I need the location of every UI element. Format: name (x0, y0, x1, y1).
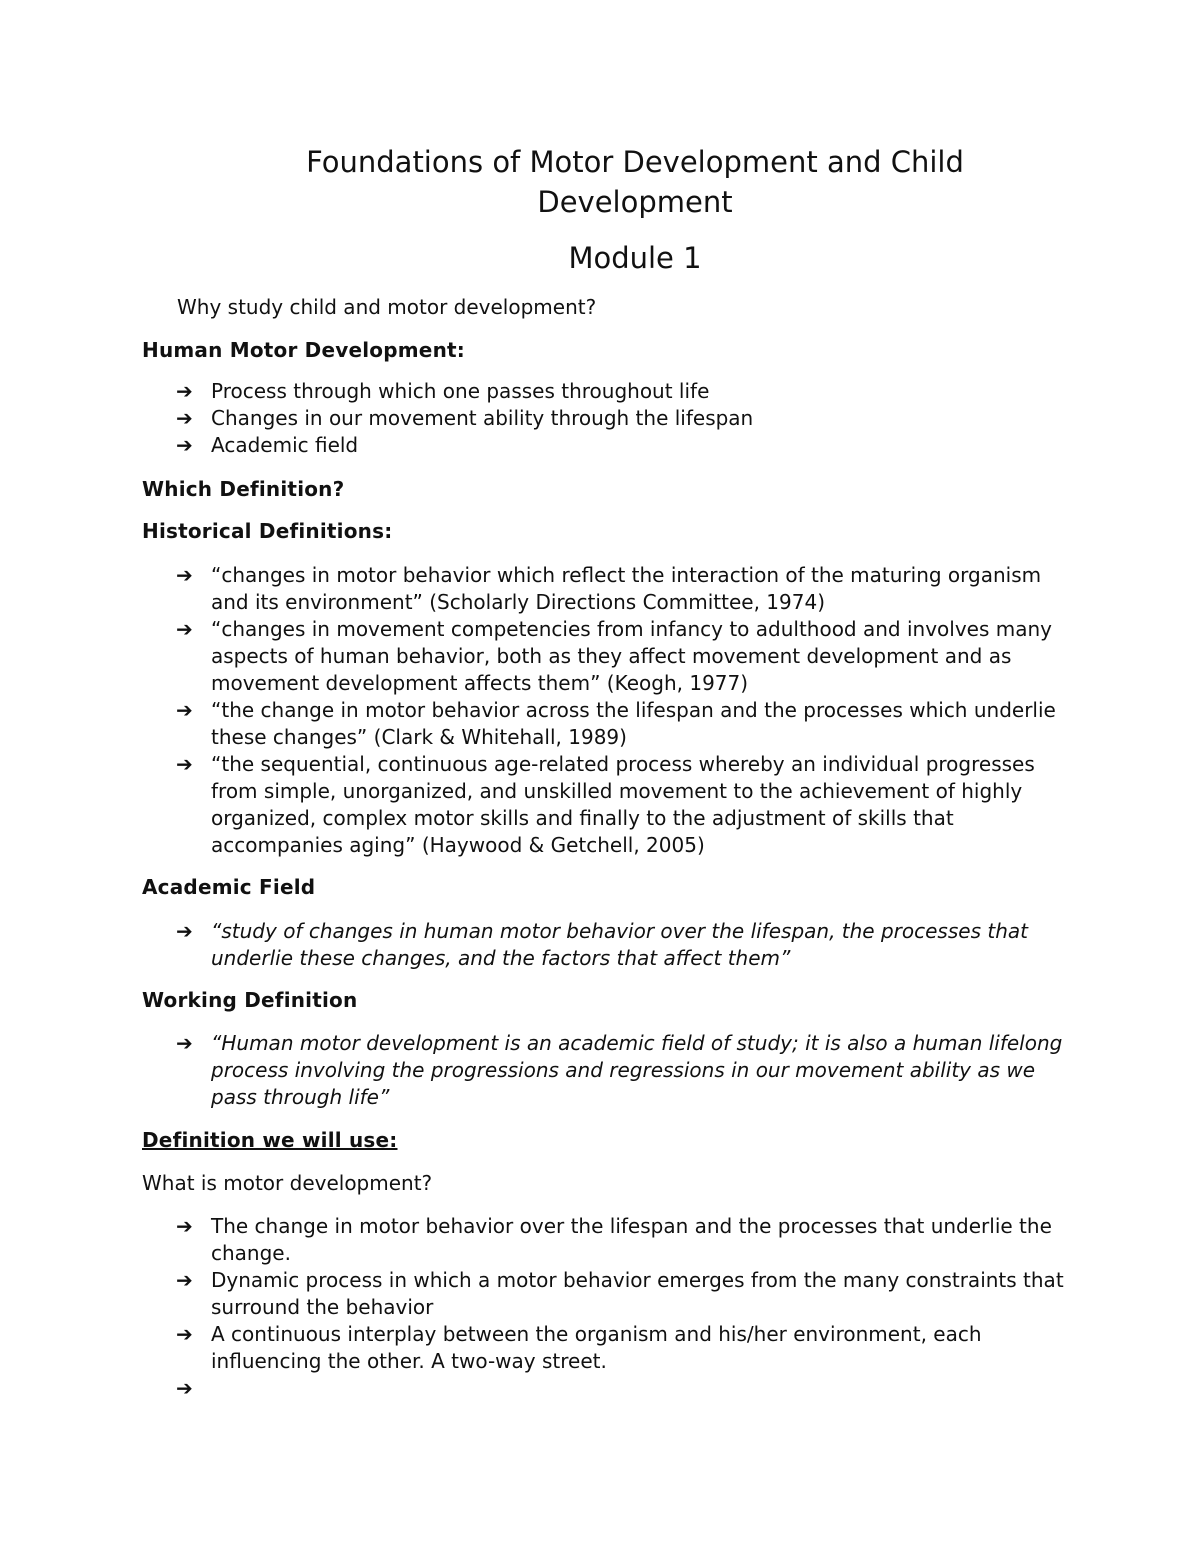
title-line-2: Development (537, 185, 733, 219)
arrow-right-icon: ➔ (176, 698, 193, 722)
intro-question: Why study child and motor development? (177, 295, 597, 319)
heading-which-definition: Which Definition? (142, 477, 345, 501)
heading-historical-definitions: Historical Definitions: (142, 519, 393, 543)
arrow-right-icon: ➔ (176, 563, 193, 587)
arrow-right-icon: ➔ (176, 1214, 193, 1238)
list-definition-we-will-use (176, 1213, 1076, 1402)
arrow-right-icon: ➔ (176, 433, 193, 457)
module-title: Module 1 (568, 241, 702, 275)
heading-human-motor-development: Human Motor Development: (142, 338, 465, 362)
list-item: ➔ “the change in motor behavior across the lifespan and the processes which underlie these changes” (Clark & Whitehall, 1989) (176, 698, 1056, 749)
document-title (140, 142, 1130, 222)
list-item: ➔ “changes in movement competencies from infancy to adulthood and involves many aspects of human behavior, both as they affect movement development and as movement development affects them” (Keogh, 1977) (176, 617, 1052, 695)
arrow-right-icon: ➔ (176, 1031, 193, 1055)
motor-development-question: What is motor development? (142, 1171, 433, 1195)
arrow-right-icon: ➔ (176, 919, 193, 943)
list-item: ➔ “Human motor development is an academic field of study; it is also a human lifelong process involving the progressions and regressions in our movement ability as we pass through life” (176, 1031, 1063, 1109)
list-item: ➔ The change in motor behavior over the lifespan and the processes that underlie the change. (176, 1214, 1052, 1265)
list-item: ➔ “study of changes in human motor behavior over the lifespan, the processes that underlie these changes, and the factors that affect them” (176, 919, 1028, 970)
list-item: ➔ Changes in our movement ability through the lifespan (176, 406, 754, 430)
list-item: ➔ Process through which one passes throughout life (176, 379, 710, 403)
list-item: ➔ Dynamic process in which a motor behavior emerges from the many constraints that surround the behavior (176, 1268, 1064, 1319)
list-item (176, 1375, 1076, 1402)
list-item: ➔ A continuous interplay between the organism and his/her environment, each influencing the other. A two-way street. (176, 1322, 982, 1373)
heading-definition-we-will-use: Definition we will use: (142, 1128, 398, 1152)
list-working-definition (176, 1030, 1076, 1111)
list-historical-definitions (176, 562, 1076, 859)
arrow-right-icon: ➔ (176, 406, 193, 430)
title-line-1: Foundations of Motor Development and Child (306, 145, 964, 179)
arrow-right-icon: ➔ (176, 617, 193, 641)
arrow-right-icon: ➔ (176, 1268, 193, 1292)
list-human-motor-development (176, 378, 1076, 459)
list-item: ➔ “changes in motor behavior which reflect the interaction of the maturing organism and its environment” (Scholarly Directions Committee, 1974) (176, 563, 1042, 614)
heading-working-definition: Working Definition (142, 988, 358, 1012)
list-item: ➔ Academic field (176, 433, 359, 457)
heading-academic-field: Academic Field (142, 875, 316, 899)
arrow-right-icon: ➔ (176, 752, 193, 776)
arrow-right-icon: ➔ (176, 1376, 193, 1400)
arrow-right-icon: ➔ (176, 1322, 193, 1346)
list-item: ➔ “the sequential, continuous age-related process whereby an individual progresses from simple, unorganized, and unskilled movement to the achievement of highly organized, complex motor skills and finally to the adjustment of skills that accompanies aging” (Haywood & Getchell, 2005) (176, 752, 1035, 857)
list-academic-field (176, 918, 1076, 972)
arrow-right-icon: ➔ (176, 379, 193, 403)
